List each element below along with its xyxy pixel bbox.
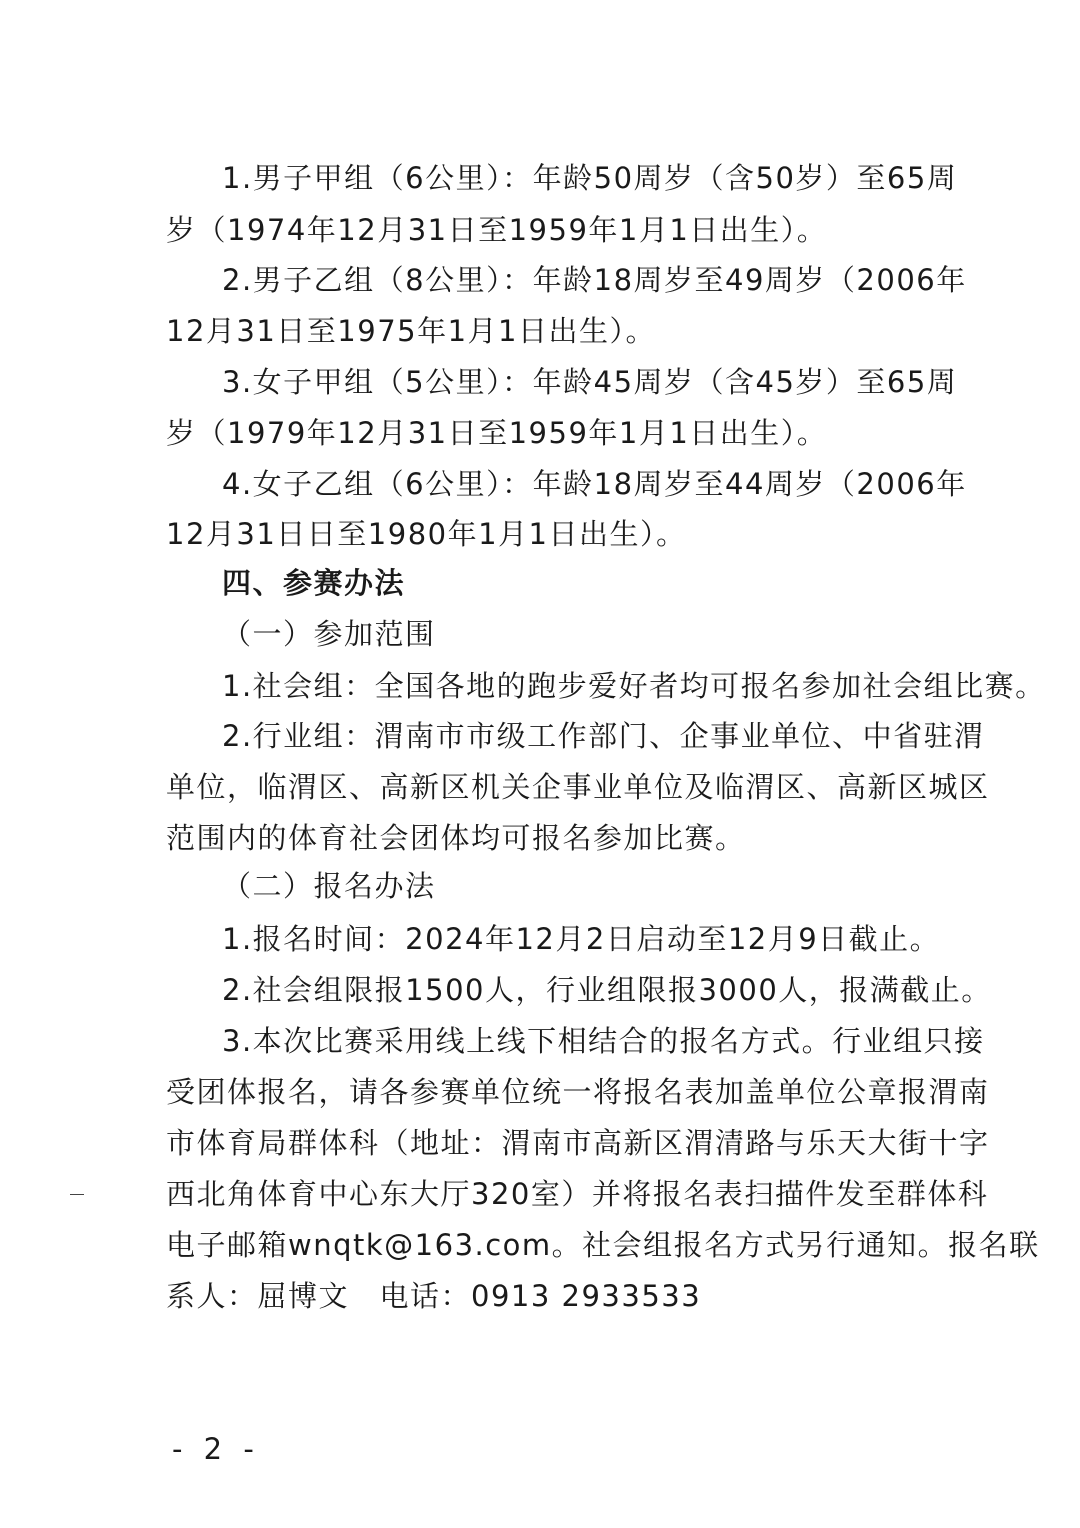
paragraph-line: 12月31日至1975年1月1日出生）。 [166, 314, 657, 348]
paragraph-line: 1.报名时间：2024年12月2日启动至12月9日截止。 [222, 922, 941, 956]
paragraph-line: 12月31日日至1980年1月1日出生）。 [166, 517, 687, 551]
paragraph-line: 电子邮箱wnqtk@163.com。社会组报名方式另行通知。报名联 [166, 1228, 1040, 1262]
paragraph-line: 系人：屈博文 电话：0913 2933533 [166, 1279, 702, 1313]
paragraph-line: 1.男子甲组（6公里）：年龄50周岁（含50岁）至65周 [222, 161, 958, 195]
page-number: - 2 - [172, 1432, 260, 1466]
paragraph-line: 受团体报名，请各参赛单位统一将报名表加盖单位公章报渭南 [166, 1075, 990, 1109]
paragraph-line: 2.行业组：渭南市市级工作部门、企事业单位、中省驻渭 [222, 719, 985, 753]
scan-mark [70, 1194, 84, 1195]
paragraph-line: 岁（1974年12月31日至1959年1月1日出生）。 [166, 213, 828, 247]
paragraph-line: 1.社会组：全国各地的跑步爱好者均可报名参加社会组比赛。 [222, 669, 1046, 703]
paragraph-line: 单位，临渭区、高新区机关企事业单位及临渭区、高新区城区 [166, 770, 990, 804]
subsection-heading: （一）参加范围 [222, 617, 436, 651]
paragraph-line: 西北角体育中心东大厅320室）并将报名表扫描件发至群体科 [166, 1177, 989, 1211]
paragraph-line: 2.男子乙组（8公里）：年龄18周岁至49周岁（2006年 [222, 263, 967, 297]
paragraph-line: 2.社会组限报1500人，行业组限报3000人，报满截止。 [222, 973, 992, 1007]
section-heading: 四、参赛办法 [222, 566, 406, 600]
paragraph-line: 范围内的体育社会团体均可报名参加比赛。 [166, 821, 746, 855]
paragraph-line: 3.女子甲组（5公里）：年龄45周岁（含45岁）至65周 [222, 365, 958, 399]
paragraph-line: 岁（1979年12月31日至1959年1月1日出生）。 [166, 416, 828, 450]
subsection-heading: （二）报名办法 [222, 869, 436, 903]
paragraph-line: 4.女子乙组（6公里）：年龄18周岁至44周岁（2006年 [222, 467, 967, 501]
paragraph-line: 市体育局群体科（地址：渭南市高新区渭清路与乐天大街十字 [166, 1126, 990, 1160]
paragraph-line: 3.本次比赛采用线上线下相结合的报名方式。行业组只接 [222, 1024, 985, 1058]
